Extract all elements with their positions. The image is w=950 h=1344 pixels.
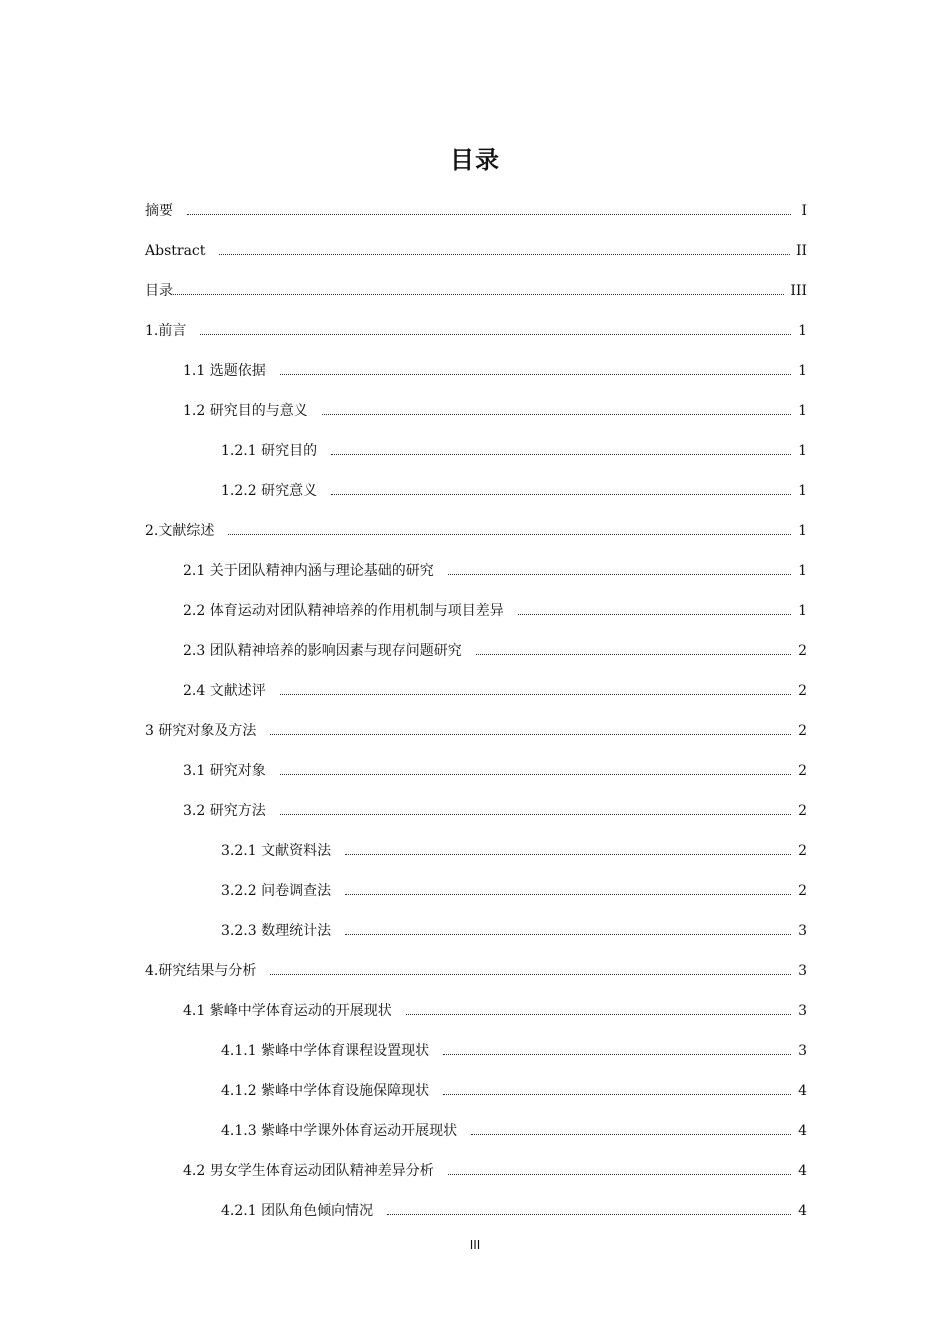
toc-entry-page: 1	[798, 363, 807, 379]
toc-entry-label: 2.文献综述	[145, 523, 215, 539]
toc-dot-leader	[345, 854, 791, 855]
toc-entry-page: 1	[798, 403, 807, 419]
toc-dot-leader	[443, 1094, 791, 1095]
toc-entry[interactable]	[221, 920, 807, 942]
toc-dot-leader	[228, 534, 791, 535]
toc-entry-label: 1.2.1 研究目的	[221, 443, 318, 459]
toc-entry[interactable]	[145, 240, 807, 262]
toc-entry-page: 1	[798, 523, 807, 539]
toc-entry-label: 4.2 男女学生体育运动团队精神差异分析	[183, 1163, 434, 1179]
toc-entry-page: 1	[798, 483, 807, 499]
toc-entry[interactable]	[145, 320, 807, 342]
toc-entry[interactable]	[183, 640, 807, 662]
toc-dot-leader	[219, 254, 790, 255]
toc-entry[interactable]	[221, 1200, 807, 1222]
toc-entry[interactable]	[145, 960, 807, 982]
toc-entry[interactable]	[145, 720, 807, 742]
toc-entry[interactable]	[145, 200, 807, 222]
toc-entry-page: 2	[798, 683, 807, 699]
toc-entry-page: 4	[798, 1123, 807, 1139]
toc-entry[interactable]	[183, 360, 807, 382]
toc-entry-page: 4	[798, 1163, 807, 1179]
toc-entry-label: 2.4 文献述评	[183, 683, 266, 699]
toc-dot-leader	[387, 1214, 791, 1215]
toc-entry[interactable]	[183, 560, 807, 582]
toc-entry-page: 2	[798, 803, 807, 819]
toc-dot-leader	[448, 574, 791, 575]
toc-entry-label: 4.2.1 团队角色倾向情况	[221, 1203, 374, 1219]
toc-entry-label: 3.2.2 问卷调查法	[221, 883, 332, 899]
toc-dot-leader	[331, 454, 791, 455]
toc-dot-leader	[280, 814, 791, 815]
toc-entry-page: 2	[798, 643, 807, 659]
toc-entry[interactable]	[221, 480, 807, 502]
toc-entry-page: 2	[798, 883, 807, 899]
toc-entry-label: 4.研究结果与分析	[145, 963, 257, 979]
toc-entry-label: 4.1.1 紫峰中学体育课程设置现状	[221, 1043, 430, 1059]
toc-entry[interactable]	[183, 800, 807, 822]
page-number: III	[469, 1238, 481, 1252]
toc-dot-leader	[280, 694, 791, 695]
toc-entry[interactable]	[183, 680, 807, 702]
toc-dot-leader	[270, 974, 791, 975]
toc-dot-leader	[345, 934, 791, 935]
toc-entry-page: 2	[798, 843, 807, 859]
toc-entry-label: 摘要	[145, 203, 173, 219]
toc-entry-label: 3.1 研究对象	[183, 763, 266, 779]
toc-dot-leader	[471, 1134, 791, 1135]
toc-dot-leader	[270, 734, 791, 735]
toc-entry-page: 3	[798, 1003, 807, 1019]
toc-entry-page: 1	[798, 563, 807, 579]
toc-entry[interactable]	[183, 1000, 807, 1022]
toc-entry-page: III	[790, 283, 807, 299]
toc-dot-leader	[173, 294, 784, 295]
toc-entry-label: Abstract	[145, 243, 206, 259]
toc-entry-label: 4.1.3 紫峰中学课外体育运动开展现状	[221, 1123, 458, 1139]
toc-entry-page: 1	[798, 603, 807, 619]
toc-entry-label: 3.2.3 数理统计法	[221, 923, 332, 939]
toc-dot-leader	[187, 214, 791, 215]
toc-entry[interactable]	[221, 880, 807, 902]
toc-entry-page: 4	[798, 1203, 807, 1219]
toc-entry-page: 1	[798, 443, 807, 459]
toc-entry-page: 3	[798, 923, 807, 939]
toc-dot-leader	[345, 894, 791, 895]
toc-entry-label: 4.1 紫峰中学体育运动的开展现状	[183, 1003, 392, 1019]
toc-entry-label: 3 研究对象及方法	[145, 723, 257, 739]
toc-entry[interactable]	[221, 840, 807, 862]
toc-entry[interactable]	[183, 1160, 807, 1182]
toc-entry-label: 1.2.2 研究意义	[221, 483, 318, 499]
toc-dot-leader	[322, 414, 791, 415]
toc-entry-label: 1.2 研究目的与意义	[183, 403, 308, 419]
toc-entry-label: 2.1 关于团队精神内涵与理论基础的研究	[183, 563, 434, 579]
toc-dot-leader	[448, 1174, 791, 1175]
toc-entry-label: 2.2 体育运动对团队精神培养的作用机制与项目差异	[183, 603, 504, 619]
toc-entry-label: 3.2.1 文献资料法	[221, 843, 332, 859]
toc-entry[interactable]	[221, 1040, 807, 1062]
toc-entry[interactable]	[221, 440, 807, 462]
toc-entry[interactable]	[145, 280, 807, 302]
toc-entry-page: 1	[798, 323, 807, 339]
toc-entry-page: II	[795, 243, 807, 259]
toc-entry-label: 3.2 研究方法	[183, 803, 266, 819]
toc-entry[interactable]	[183, 400, 807, 422]
toc-entry-page: I	[801, 203, 807, 219]
toc-dot-leader	[443, 1054, 791, 1055]
toc-entry[interactable]	[183, 600, 807, 622]
toc-entry-page: 2	[798, 723, 807, 739]
toc-entry-label: 目录	[145, 283, 173, 299]
toc-entry[interactable]	[221, 1080, 807, 1102]
toc-entry-label: 1.1 选题依据	[183, 363, 266, 379]
toc-entry-page: 2	[798, 763, 807, 779]
toc-dot-leader	[331, 494, 791, 495]
toc-dot-leader	[406, 1014, 791, 1015]
page-title: 目录	[450, 146, 500, 174]
toc-entry[interactable]	[183, 760, 807, 782]
toc-dot-leader	[280, 774, 791, 775]
toc-dot-leader	[200, 334, 791, 335]
toc-entry[interactable]	[221, 1120, 807, 1142]
toc-dot-leader	[476, 654, 791, 655]
toc-entry[interactable]	[145, 520, 807, 542]
toc-entry-label: 4.1.2 紫峰中学体育设施保障现状	[221, 1083, 430, 1099]
toc-entry-page: 3	[798, 1043, 807, 1059]
toc-entry-label: 2.3 团队精神培养的影响因素与现存问题研究	[183, 643, 462, 659]
toc-entry-page: 4	[798, 1083, 807, 1099]
toc-entry-label: 1.前言	[145, 323, 187, 339]
toc-dot-leader	[280, 374, 791, 375]
toc-entry-page: 3	[798, 963, 807, 979]
toc-dot-leader	[518, 614, 791, 615]
